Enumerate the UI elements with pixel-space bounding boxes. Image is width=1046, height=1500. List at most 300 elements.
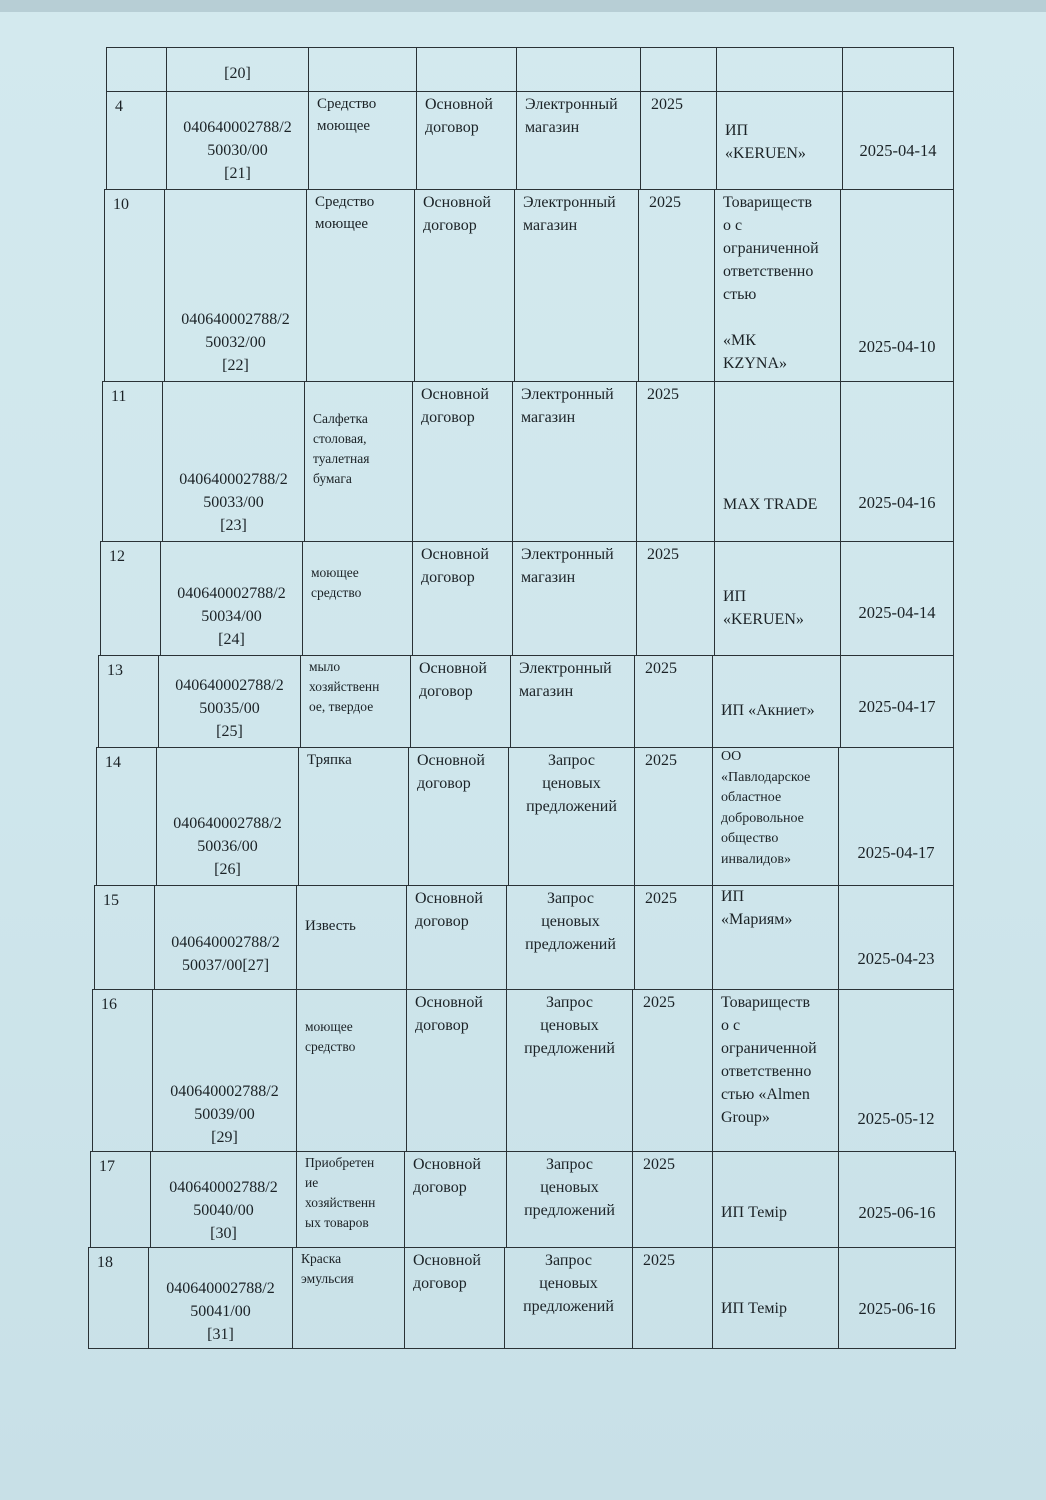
cell-date — [838, 1247, 956, 1348]
supplier-name — [721, 699, 836, 722]
contract-type — [413, 1153, 481, 1199]
contract-type-line: договор — [415, 1017, 469, 1034]
table-row — [0, 381, 1046, 541]
cell-year — [634, 747, 712, 885]
cell-type — [416, 91, 516, 189]
cell-supplier — [714, 381, 840, 541]
contract-number — [151, 1176, 296, 1245]
cell-supplier — [712, 1247, 838, 1348]
cell-supplier — [712, 655, 840, 747]
supplier-name-line: ограниченной — [723, 240, 819, 257]
supplier-name — [721, 1297, 834, 1320]
purchase-method-line: ценовых — [541, 913, 600, 930]
contract-type-line: договор — [423, 217, 477, 234]
purchase-method — [523, 191, 616, 237]
year: 2025 — [645, 890, 677, 907]
contract-number-line: 50041/00 — [190, 1303, 251, 1320]
cell-type — [412, 541, 512, 655]
year: 2025 — [647, 386, 679, 403]
item-name-line: моющее — [317, 118, 371, 134]
contract-date: 2025-05-12 — [857, 1109, 935, 1128]
item-name-line: Тряпка — [307, 752, 352, 768]
purchase-method-line: ценовых — [540, 1017, 599, 1034]
item-name — [305, 915, 356, 937]
item-name — [301, 1249, 354, 1289]
cell-year — [632, 989, 712, 1151]
contract-number — [149, 1277, 292, 1346]
supplier-name-line: Group» — [721, 1109, 770, 1126]
cell-date — [840, 541, 954, 655]
contract-number-line: 50033/00 — [203, 494, 264, 511]
supplier-name — [721, 747, 834, 870]
supplier-name-line: ИП Темір — [721, 1204, 787, 1221]
supplier-name-line: Товариществ — [723, 194, 813, 211]
contract-number-line: [24] — [218, 631, 245, 648]
contract-date: 2025-04-14 — [859, 141, 937, 160]
cell-num — [96, 747, 156, 885]
item-name — [315, 191, 374, 235]
cell-method — [512, 381, 636, 541]
table-row — [0, 747, 1046, 885]
supplier-name-line: ограниченной — [721, 1040, 817, 1057]
code-tail: [20] — [224, 65, 251, 82]
cell-type — [404, 1151, 506, 1247]
cell-year — [640, 91, 716, 189]
cell-date — [842, 47, 954, 91]
contract-type-line: Основной — [415, 994, 483, 1011]
supplier-name-line: о с — [721, 1017, 741, 1034]
cell-method — [506, 989, 632, 1151]
cell-num — [98, 655, 158, 747]
contract-number — [165, 308, 306, 377]
cell-name — [300, 655, 410, 747]
table-row — [0, 885, 1046, 989]
item-name-line: Салфетка — [313, 411, 368, 426]
contract-number-line: 50032/00 — [205, 334, 266, 351]
contract-number-line: [25] — [216, 723, 243, 740]
contract-type — [421, 383, 489, 429]
cell-name — [296, 1151, 404, 1247]
cell-supplier — [714, 541, 840, 655]
cell-method — [510, 655, 634, 747]
purchase-method — [519, 657, 612, 703]
supplier-name-line: ИП — [723, 588, 747, 605]
year: 2025 — [645, 660, 677, 677]
contract-number-line: 040640002788/2 — [166, 1280, 275, 1297]
table-row — [0, 541, 1046, 655]
table-row — [0, 1151, 1046, 1247]
contract-number-line: 50034/00 — [201, 608, 262, 625]
contract-number-line: 50035/00 — [199, 700, 260, 717]
item-name-line: Средство — [315, 194, 375, 210]
supplier-name-line: инвалидов» — [721, 851, 791, 867]
contract-date: 2025-04-17 — [858, 697, 936, 716]
item-name-line: туалетная — [313, 451, 370, 466]
cell-type — [408, 747, 508, 885]
year: 2025 — [643, 1252, 675, 1269]
supplier-name — [723, 191, 836, 375]
cell-type — [416, 47, 516, 91]
cell-method — [506, 1151, 632, 1247]
purchase-method-line: Запрос — [548, 752, 595, 769]
contract-number — [155, 931, 296, 977]
purchase-method-line: ценовых — [539, 1275, 598, 1292]
supplier-name — [721, 1201, 834, 1224]
contract-type-line: Основной — [415, 890, 483, 907]
cell-date — [838, 1151, 956, 1247]
item-name — [313, 409, 369, 489]
row-number: 16 — [101, 996, 117, 1013]
purchase-method-line: Запрос — [547, 890, 594, 907]
cell-code — [166, 91, 308, 189]
purchase-method-line: Электронный — [519, 660, 612, 677]
item-name-line: бумага — [313, 471, 352, 486]
purchase-method-line: предложений — [523, 1298, 614, 1315]
contract-date: 2025-06-16 — [858, 1299, 936, 1318]
cell-supplier — [712, 747, 838, 885]
row-rule — [106, 47, 954, 48]
contract-type-line: Основной — [425, 96, 493, 113]
year: 2025 — [645, 752, 677, 769]
supplier-name-line: стью «Almen — [721, 1086, 810, 1103]
purchase-method-line: предложений — [524, 1202, 615, 1219]
cell-year — [634, 655, 712, 747]
cell-method — [516, 47, 640, 91]
contract-number — [157, 812, 298, 881]
cell-name — [302, 541, 412, 655]
item-name-line: хозяйственн — [305, 1195, 376, 1210]
cell-type — [406, 989, 506, 1151]
contract-number — [163, 468, 304, 537]
contract-type-line: договор — [421, 409, 475, 426]
cell-date — [840, 655, 954, 747]
contract-number-line: 040640002788/2 — [169, 1179, 278, 1196]
cell-date — [838, 747, 954, 885]
purchase-method-line: предложений — [526, 798, 617, 815]
purchase-method-line: ценовых — [540, 1179, 599, 1196]
contract-type — [413, 1249, 481, 1295]
contract-number-line: 50037/00[27] — [181, 957, 270, 974]
table-row — [0, 1247, 1046, 1348]
contract-number-line: 50036/00 — [197, 838, 258, 855]
cell-name — [308, 91, 416, 189]
purchase-method-line: Запрос — [546, 1156, 593, 1173]
cell-date — [840, 381, 954, 541]
cell-supplier — [712, 1151, 838, 1247]
cell-method — [508, 747, 634, 885]
cell-name — [292, 1247, 404, 1348]
supplier-name-line: добровольное — [721, 810, 804, 826]
contract-number-line: [30] — [210, 1225, 237, 1242]
contract-number-line: [21] — [224, 165, 251, 182]
supplier-name-line: общество — [721, 831, 779, 846]
purchase-method — [509, 749, 634, 818]
purchase-method-line: Запрос — [545, 1252, 592, 1269]
item-name — [305, 1017, 355, 1057]
item-name — [307, 749, 352, 771]
contract-number — [153, 1080, 296, 1149]
contract-type-line: Основной — [413, 1156, 481, 1173]
cell-supplier — [716, 91, 842, 189]
item-name-line: Известь — [305, 918, 356, 934]
supplier-name-line: «МК — [723, 332, 756, 349]
cell-code — [162, 381, 304, 541]
contract-date: 2025-04-16 — [858, 493, 936, 512]
cell-method — [516, 91, 640, 189]
purchase-method-line: Электронный — [521, 546, 614, 563]
contract-type-line: договор — [419, 683, 473, 700]
contract-date: 2025-04-17 — [857, 843, 935, 862]
supplier-name-line: областное — [721, 790, 782, 805]
contract-number-line: [26] — [214, 861, 241, 878]
cell-code — [156, 747, 298, 885]
cell-code — [150, 1151, 296, 1247]
cell-code — [154, 885, 296, 989]
contract-type — [421, 543, 489, 589]
year: 2025 — [649, 194, 681, 211]
contract-type-line: договор — [421, 569, 475, 586]
cell-num — [88, 1247, 148, 1348]
contract-date: 2025-04-14 — [858, 603, 936, 622]
item-name-line: средство — [305, 1039, 356, 1054]
item-name-line: ых товаров — [305, 1215, 369, 1230]
contract-number — [167, 116, 308, 185]
row-number: 13 — [107, 662, 123, 679]
supplier-name-line: Товариществ — [721, 994, 811, 1011]
supplier-name-line: ОО — [721, 749, 742, 764]
supplier-name-line: ИП — [721, 888, 745, 905]
contract-number-line: 50030/00 — [207, 142, 268, 159]
supplier-name-line: «KERUEN» — [723, 611, 804, 628]
cell-num — [106, 47, 166, 91]
supplier-name-line: ИП — [725, 122, 749, 139]
supplier-name-line — [723, 306, 836, 329]
item-name-line: Средство — [317, 96, 377, 112]
cell-year — [638, 189, 714, 381]
row-number: 4 — [115, 98, 123, 115]
supplier-name-line: MAX TRADE — [723, 496, 818, 513]
row-number: 10 — [113, 196, 129, 213]
cell-year — [632, 1247, 712, 1348]
purchase-method-line: магазин — [525, 119, 580, 136]
cell-num — [106, 91, 166, 189]
contract-number — [159, 674, 300, 743]
contract-type-line: Основной — [419, 660, 487, 677]
cell-num — [94, 885, 154, 989]
item-name — [317, 93, 376, 137]
supplier-name-line: «Павлодарское — [721, 769, 811, 785]
cell-supplier — [712, 885, 838, 989]
contract-type-line: договор — [417, 775, 471, 792]
cell-name — [298, 747, 408, 885]
cell-num — [92, 989, 152, 1151]
cell-code — [166, 47, 308, 91]
cell-year — [636, 381, 714, 541]
row-number: 11 — [111, 388, 127, 405]
supplier-name-line: ИП «Акниет» — [721, 702, 815, 719]
contract-number-line: 040640002788/2 — [177, 585, 286, 602]
cell-year — [634, 885, 712, 989]
item-name-line: Приобретен — [305, 1155, 375, 1170]
row-number: 12 — [109, 548, 125, 565]
cell-name — [304, 381, 412, 541]
purchase-method — [521, 383, 614, 429]
supplier-name-line: ответственно — [723, 263, 814, 280]
purchase-method-line: предложений — [525, 936, 616, 953]
purchase-method — [507, 1153, 632, 1222]
contract-number-line: [22] — [222, 357, 249, 374]
item-name-line: моющее — [305, 1019, 353, 1034]
purchase-method-line: Электронный — [521, 386, 614, 403]
contract-type — [423, 191, 491, 237]
year: 2025 — [643, 1156, 675, 1173]
row-number: 17 — [99, 1158, 115, 1175]
cell-method — [504, 1247, 632, 1348]
contract-number-line: 040640002788/2 — [170, 1083, 279, 1100]
supplier-name — [721, 885, 834, 931]
cell-num — [100, 541, 160, 655]
contract-number-line: 50040/00 — [193, 1202, 254, 1219]
cell-name — [296, 885, 406, 989]
contract-type-line: договор — [415, 913, 469, 930]
item-name — [309, 657, 379, 717]
cell-name — [296, 989, 406, 1151]
year: 2025 — [647, 546, 679, 563]
cell-date — [842, 91, 954, 189]
purchase-method-line: магазин — [521, 409, 576, 426]
cell-year — [640, 47, 716, 91]
purchase-method-line: магазин — [519, 683, 574, 700]
item-name-line: столовая, — [313, 431, 367, 446]
item-name-line: Краска — [301, 1251, 342, 1266]
contract-type — [419, 657, 487, 703]
supplier-name — [723, 493, 836, 516]
item-name-line: мыло — [309, 659, 341, 674]
contract-type-line: Основной — [417, 752, 485, 769]
cell-supplier — [714, 189, 840, 381]
purchase-method — [507, 991, 632, 1060]
contract-number-line: 040640002788/2 — [175, 677, 284, 694]
item-name — [311, 563, 361, 603]
contract-type-line: Основной — [421, 546, 489, 563]
purchase-method-line: ценовых — [542, 775, 601, 792]
cell-code — [152, 989, 296, 1151]
cell-year — [636, 541, 714, 655]
supplier-name — [725, 119, 838, 165]
contract-type-line: договор — [413, 1179, 467, 1196]
item-name-line: ие — [305, 1175, 319, 1190]
cell-code — [158, 655, 300, 747]
supplier-name-line: KZYNA» — [723, 355, 787, 372]
purchase-method — [505, 1249, 632, 1318]
table-row — [0, 91, 1046, 189]
item-name-line: хозяйственн — [309, 679, 380, 694]
contract-type — [425, 93, 493, 139]
row-number: 14 — [105, 754, 121, 771]
cell-method — [506, 885, 634, 989]
table-row — [0, 989, 1046, 1151]
cell-supplier — [712, 989, 838, 1151]
year: 2025 — [651, 96, 683, 113]
contract-number-line: 040640002788/2 — [181, 311, 290, 328]
item-name-line: эмульсия — [301, 1271, 354, 1286]
cell-method — [512, 541, 636, 655]
purchase-method-line: Электронный — [525, 96, 618, 113]
contract-date: 2025-04-23 — [857, 949, 935, 968]
purchase-method-line: Электронный — [523, 194, 616, 211]
table-bottom-rule — [88, 1348, 956, 1349]
cell-year — [632, 1151, 712, 1247]
item-name-line: ое, твердое — [309, 699, 374, 714]
contract-type-line: Основной — [421, 386, 489, 403]
item-name-line: средство — [311, 585, 362, 600]
purchase-method-line: магазин — [523, 217, 578, 234]
cell-code — [160, 541, 302, 655]
purchase-method — [521, 543, 614, 589]
contract-number-line: 040640002788/2 — [171, 934, 280, 951]
cell-type — [412, 381, 512, 541]
purchase-method-line: предложений — [524, 1040, 615, 1057]
item-name — [305, 1153, 375, 1233]
cell-name — [308, 47, 416, 91]
contract-type — [415, 887, 483, 933]
supplier-name-line: стью — [723, 286, 757, 303]
cell-date — [838, 989, 954, 1151]
supplier-name-line: ответственно — [721, 1063, 812, 1080]
contract-type-line: договор — [425, 119, 479, 136]
cell-code — [148, 1247, 292, 1348]
item-name-line: моющее — [311, 565, 359, 580]
table-row-fragment — [0, 47, 1046, 91]
table-row — [0, 655, 1046, 747]
supplier-name-line: «Мариям» — [721, 911, 793, 928]
item-name-line: моющее — [315, 216, 369, 232]
contract-number-line: [29] — [211, 1129, 238, 1146]
contract-number-line: [23] — [220, 517, 247, 534]
contract-type-line: Основной — [423, 194, 491, 211]
cell-code — [164, 189, 306, 381]
contract-number-line: 040640002788/2 — [173, 815, 282, 832]
cell-type — [410, 655, 510, 747]
purchase-method — [507, 887, 634, 956]
contract-type — [415, 991, 483, 1037]
supplier-name-line: о с — [723, 217, 743, 234]
purchase-method-line: магазин — [521, 569, 576, 586]
purchase-method — [525, 93, 618, 139]
supplier-name — [721, 991, 834, 1129]
cell-type — [406, 885, 506, 989]
cell-num — [104, 189, 164, 381]
cell-name — [306, 189, 414, 381]
contract-type — [417, 749, 485, 795]
contract-number — [161, 582, 302, 651]
purchase-method-line: Запрос — [546, 994, 593, 1011]
cell-num — [102, 381, 162, 541]
cell-date — [840, 189, 954, 381]
contract-type-line: Основной — [413, 1252, 481, 1269]
cell-num — [90, 1151, 150, 1247]
contract-number-line: 50039/00 — [194, 1106, 255, 1123]
cell-type — [414, 189, 514, 381]
contract-date: 2025-04-10 — [858, 337, 936, 356]
supplier-name-line: ИП Темір — [721, 1300, 787, 1317]
cell-type — [404, 1247, 504, 1348]
cell-method — [514, 189, 638, 381]
row-number: 18 — [97, 1254, 113, 1271]
contract-type-line: договор — [413, 1275, 467, 1292]
contract-number-line: 040640002788/2 — [183, 119, 292, 136]
supplier-name — [723, 585, 836, 631]
